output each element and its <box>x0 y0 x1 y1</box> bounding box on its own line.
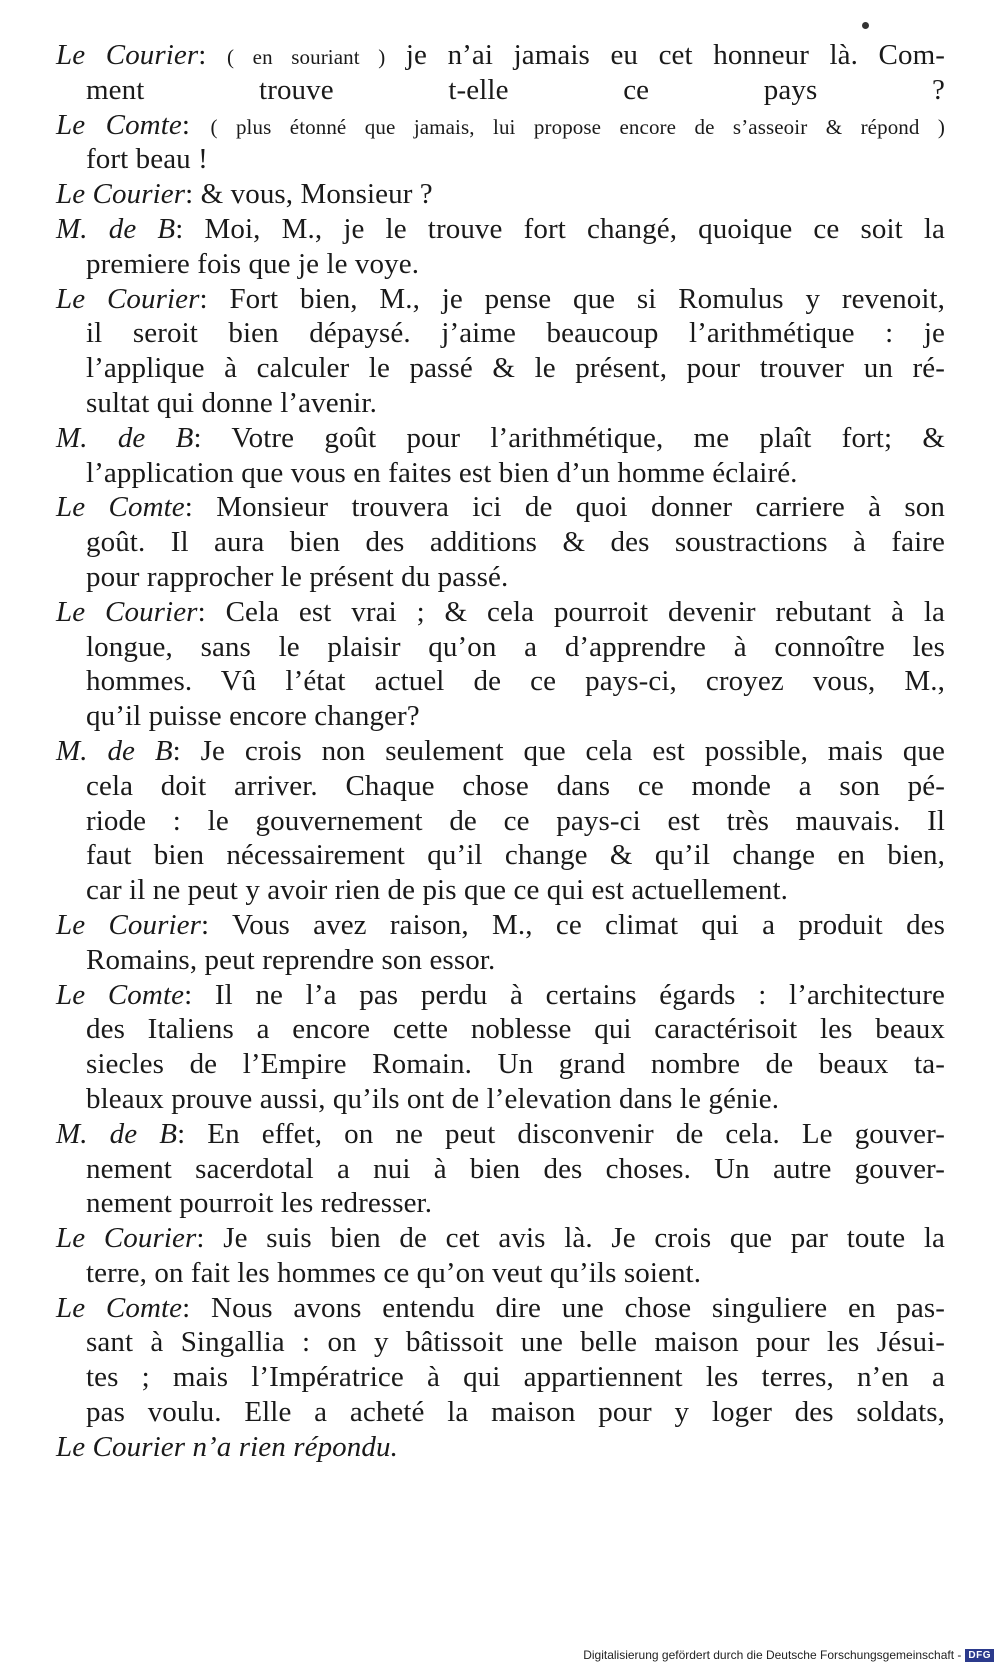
line-text: Vous avez raison, M., ce climat qui a produit des <box>231 908 946 941</box>
text-line <box>30 525 945 560</box>
line-text: Je crois non seulement que cela est possible, mais que <box>200 734 945 767</box>
text-line <box>30 247 945 282</box>
line-text: premiere fois que je le voye. <box>86 247 420 280</box>
text-line <box>30 316 945 351</box>
text-line <box>30 943 945 978</box>
text-line <box>30 908 945 943</box>
text-line <box>30 212 945 247</box>
speaker-name: Le Comte <box>56 491 185 524</box>
text-line <box>30 804 945 839</box>
text-line <box>30 560 945 595</box>
speaker-separator: : <box>196 1222 224 1255</box>
line-text: nement pourroit les redresser. <box>86 1187 433 1220</box>
text-line <box>30 699 945 734</box>
text-line <box>30 386 945 421</box>
line-text: tes ; mais l’Impératrice à qui appartiennent les terres, n’en a <box>86 1361 945 1394</box>
speaker-name: M. de B <box>56 1117 178 1150</box>
dfg-logo-icon: DFG <box>965 1649 994 1662</box>
text-line <box>30 1047 945 1082</box>
text-line <box>30 38 945 73</box>
speaker-name: Le Courier <box>56 908 202 941</box>
line-text: pas voulu. Elle a acheté la maison pour y loger des soldats, <box>86 1396 945 1429</box>
line-text: fort beau ! <box>86 143 208 176</box>
text-line <box>30 1256 945 1291</box>
text-line <box>30 421 945 456</box>
speaker-separator: : <box>199 282 230 315</box>
line-text: hommes. Vû l’état actuel de ce pays-ci, croyez vous, M., <box>86 665 945 698</box>
text-line <box>30 664 945 699</box>
line-text: sultat qui donne l’avenir. <box>86 386 377 419</box>
text-line <box>30 978 945 1013</box>
text-line <box>30 595 945 630</box>
line-text: l’application que vous en faites est bien d’un homme éclairé. <box>86 456 798 489</box>
text-line <box>30 282 945 317</box>
line-text: goût. Il aura bien des additions & des soustractions à faire <box>86 526 945 559</box>
text-line <box>30 1117 945 1152</box>
line-text: Je suis bien de cet avis là. Je crois que par toute la <box>223 1222 945 1255</box>
speaker-name: M. de B <box>56 212 176 245</box>
text-line <box>30 630 945 665</box>
line-text: En effet, on ne peut disconvenir de cela. Le gouver- <box>207 1117 945 1150</box>
line-text: Moi, M., je le trouve fort changé, quoique ce soit la <box>204 212 946 245</box>
line-text: Nous avons entendu dire une chose singuliere en pas- <box>211 1291 945 1324</box>
line-text: nement sacerdotal a nui à bien des choses. Un autre gouver- <box>86 1152 945 1185</box>
speaker-separator: : <box>184 491 217 524</box>
speaker-name: Le Comte <box>56 978 185 1011</box>
dialogue-text <box>30 38 945 1465</box>
speaker-separator: : <box>181 108 211 141</box>
text-line <box>30 142 945 177</box>
text-line <box>30 1221 945 1256</box>
line-text: pour rapprocher le présent du passé. <box>86 560 509 593</box>
line-text: cela doit arriver. Chaque chose dans ce monde a son pé- <box>86 769 945 802</box>
line-text: siecles de l’Empire Romain. Un grand nombre de beaux ta- <box>86 1048 945 1081</box>
line-text: car il ne peut y avoir rien de pis que ce qui est actuellement. <box>86 874 789 907</box>
line-text: bleaux prouve aussi, qu’ils ont de l’elevation dans le génie. <box>86 1082 780 1115</box>
line-text: Votre goût pour l’arithmétique, me plaît fort; & <box>231 421 945 454</box>
text-line <box>30 490 945 525</box>
line-text: qu’il puisse encore changer? <box>86 700 420 733</box>
speaker-separator: : <box>193 421 232 454</box>
line-text: faut bien nécessairement qu’il change & qu’il change en bien, <box>86 839 945 872</box>
text-line <box>30 1152 945 1187</box>
line-text: l’applique à calculer le passé & le présent, pour trouver un ré- <box>86 352 945 385</box>
line-text: & vous, Monsieur ? <box>200 178 433 211</box>
line-text: il seroit bien dépaysé. j’aime beaucoup l’arithmétique : je <box>86 317 945 350</box>
text-line <box>30 838 945 873</box>
line-text: sant à Singallia : on y bâtissoit une belle maison pour les Jésui- <box>86 1326 945 1359</box>
text-line <box>30 1325 945 1360</box>
text-line <box>30 1291 945 1326</box>
speaker-name: M. de B <box>56 421 194 454</box>
text-line <box>30 1186 945 1221</box>
text-line <box>30 108 945 143</box>
speaker-name: M. de B <box>56 734 173 767</box>
speaker-separator: : <box>172 734 201 767</box>
text-line <box>30 1360 945 1395</box>
text-line <box>30 1082 945 1117</box>
speaker-separator: : <box>198 39 228 71</box>
speaker-name: Le Courier <box>56 1222 197 1255</box>
speaker-separator: : <box>197 595 226 628</box>
text-line <box>30 873 945 908</box>
speaker-name: Le Courier <box>56 282 200 315</box>
speaker-name: Le Courier n’a rien répondu. <box>56 1430 398 1463</box>
speaker-separator: : <box>184 978 215 1011</box>
page-speck <box>862 22 869 29</box>
stage-direction: ( plus étonné que jamais, lui propose encore de s’asseoir & répond ) <box>210 114 946 139</box>
speaker-name: Le Courier <box>56 595 198 628</box>
line-text: riode : le gouvernement de ce pays-ci est très mauvais. Il <box>86 804 945 837</box>
line-text: Romains, peut reprendre son essor. <box>86 943 496 976</box>
speaker-separator: : <box>175 212 205 245</box>
speaker-name: Le Comte <box>56 108 182 141</box>
speaker-separator: : <box>177 1117 208 1150</box>
speaker-name: Le Courier <box>56 39 199 71</box>
text-line <box>30 456 945 491</box>
line-text: ment trouve t-elle ce pays ? <box>86 73 945 106</box>
text-line <box>30 734 945 769</box>
text-line <box>30 73 945 108</box>
line-text: Cela est vrai ; & cela pourroit devenir rebutant à la <box>225 595 946 628</box>
stage-direction: ( en souriant ) <box>227 45 386 69</box>
line-text: des Italiens a encore cette noblesse qui caractérisoit les beaux <box>86 1013 945 1046</box>
text-line <box>30 1012 945 1047</box>
speaker-name: Le Comte <box>56 1291 183 1324</box>
footer-credit: Digitalisierung gefördert durch die Deutsche Forschungsgemeinschaft - <box>583 1648 962 1662</box>
text-line <box>30 351 945 386</box>
speaker-separator: : <box>185 178 201 211</box>
line-text: Fort bien, M., je pense que si Romulus y revenoit, <box>229 282 945 315</box>
line-text: je n’ai jamais eu cet honneur là. Com- <box>385 39 946 71</box>
speaker-name: Le Courier <box>56 178 186 211</box>
line-text: longue, sans le plaisir qu’on a d’apprendre à connoître les <box>86 630 945 663</box>
line-text: Monsieur trouvera ici de quoi donner carriere à son <box>216 491 945 524</box>
digitization-footer <box>583 1648 994 1662</box>
speaker-separator: : <box>182 1291 212 1324</box>
text-line <box>30 1395 945 1430</box>
speaker-separator: : <box>201 908 232 941</box>
line-text: Il ne l’a pas perdu à certains égards : l’architecture <box>214 978 945 1011</box>
text-line <box>30 769 945 804</box>
text-line <box>30 1430 945 1465</box>
line-text: terre, on fait les hommes ce qu’on veut qu’ils soient. <box>86 1256 702 1289</box>
text-line <box>30 177 945 212</box>
